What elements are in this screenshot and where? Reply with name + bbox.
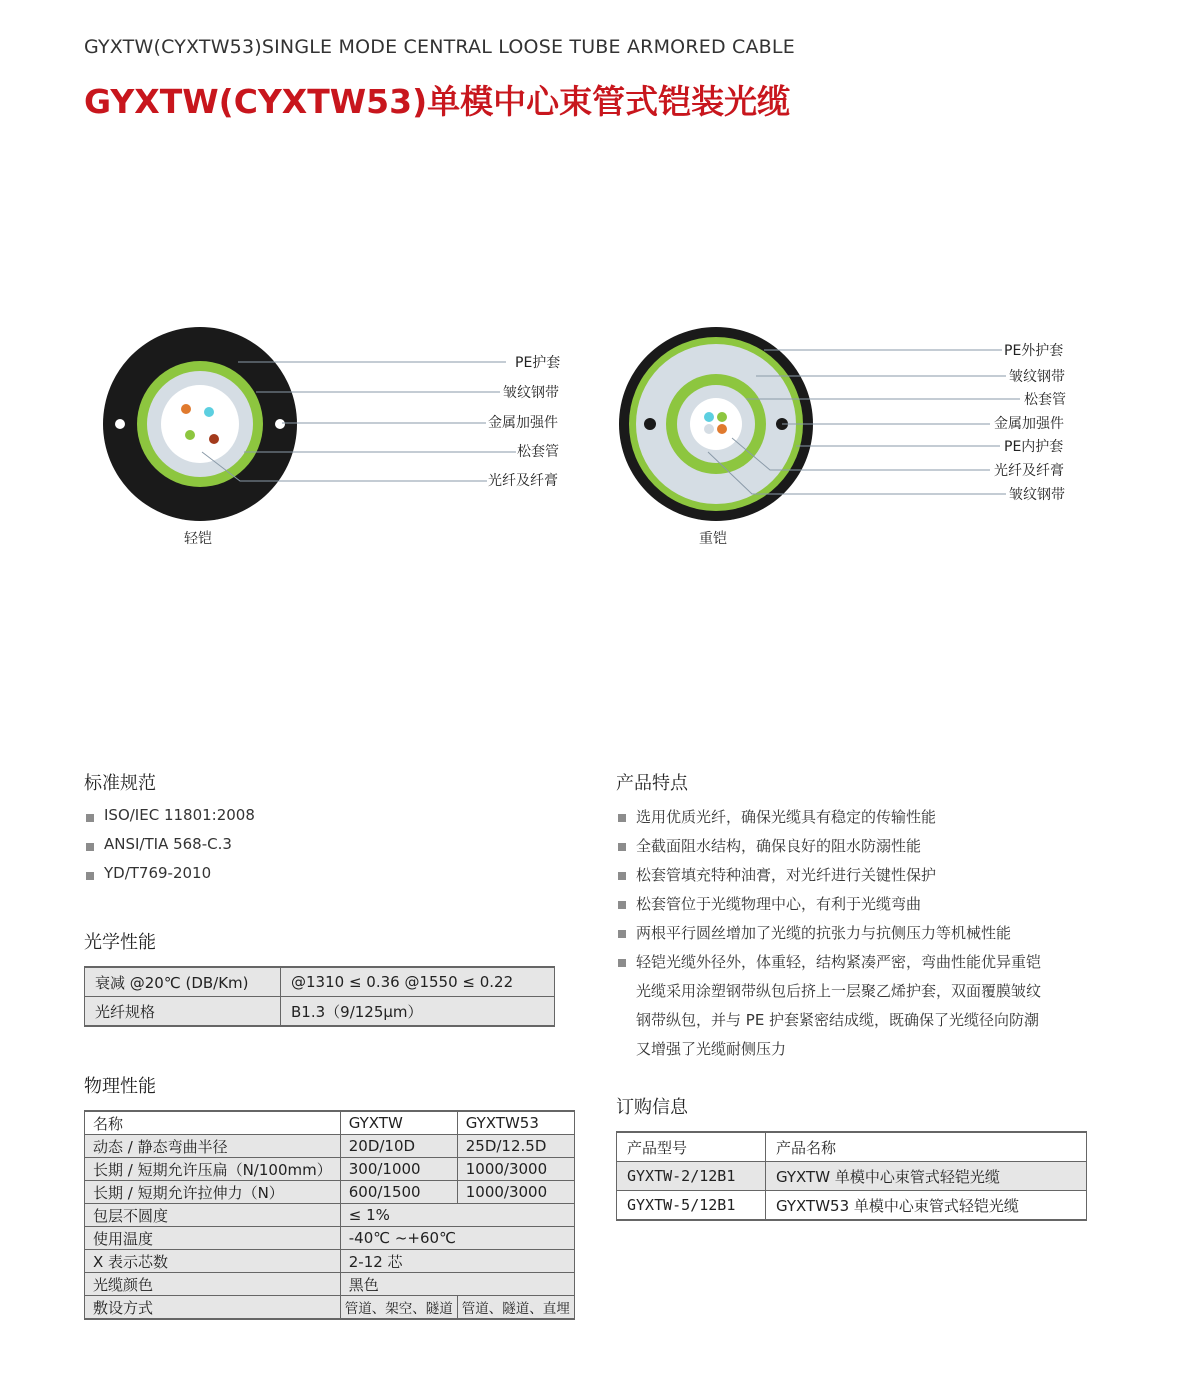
table-cell: ≤ 1% <box>340 1204 574 1227</box>
table-cell: 2-12 芯 <box>340 1250 574 1273</box>
table-cell: 1000/3000 <box>457 1158 574 1181</box>
feature-item-line: 又增强了光缆耐侧压力 <box>636 1040 787 1058</box>
fiber-grey <box>704 424 714 434</box>
feature-item: 松套管位于光缆物理中心，有利于光缆弯曲 <box>616 893 1096 922</box>
table-header-row <box>85 1111 575 1135</box>
standard-item: YD/T769-2010 <box>84 864 255 893</box>
optical-table <box>84 966 555 1027</box>
table-cell: 管道、隧道、直埋 <box>457 1296 574 1320</box>
feature-item-line: 钢带纵包，并与 PE 护套紧密结成缆，既确保了光缆径向防潮 <box>636 1011 1040 1029</box>
table-cell: @1310 ≤ 0.36 @1550 ≤ 0.22 <box>281 967 555 997</box>
table-cell: 25D/12.5D <box>457 1135 574 1158</box>
table-cell: 光纤规格 <box>85 997 281 1027</box>
table-header-cell: GYXTW <box>340 1111 457 1135</box>
table-cell: -40℃ ~+60℃ <box>340 1227 574 1250</box>
table-cell: GYXTW 单模中心束管式轻铠光缆 <box>766 1162 1087 1191</box>
table-cell: 1000/3000 <box>457 1181 574 1204</box>
ordering-table <box>616 1131 1087 1221</box>
table-row <box>85 967 555 997</box>
heavy-label-3: 金属加强件 <box>994 416 1064 432</box>
subtitle-en: GYXTW(CYXTW53)SINGLE MODE CENTRAL LOOSE TUBE ARMORED CABLE <box>84 36 795 58</box>
table-header-cell: 名称 <box>85 1111 341 1135</box>
feature-item <box>616 951 1096 1058</box>
features-title: 产品特点 <box>616 773 688 794</box>
table-cell: 动态 / 静态弯曲半径 <box>85 1135 341 1158</box>
heavy-label-1: 皱纹钢带 <box>1009 369 1065 385</box>
feature-item: 两根平行圆丝增加了光缆的抗张力与抗侧压力等机械性能 <box>616 922 1096 951</box>
table-cell: 光缆颜色 <box>85 1273 341 1296</box>
table-cell: 衰减 @20℃ (DB/Km) <box>85 967 281 997</box>
table-cell: GYXTW-5/12B1 <box>617 1191 766 1221</box>
table-header-cell: 产品型号 <box>617 1132 766 1162</box>
table-row <box>85 1135 575 1158</box>
feature-item-line: 轻铠光缆外径外，体重轻，结构紧凑严密，弯曲性能优异重铠 <box>636 953 1042 971</box>
table-row <box>85 1181 575 1204</box>
feature-item: 选用优质光纤，确保光缆具有稳定的传输性能 <box>616 806 1096 835</box>
table-cell: X 表示芯数 <box>85 1250 341 1273</box>
page-title: GYXTW(CYXTW53)单模中心束管式铠装光缆 <box>84 82 791 121</box>
table-cell: GYXTW53 单模中心束管式轻铠光缆 <box>766 1191 1087 1221</box>
table-row <box>85 1204 575 1227</box>
light-armored-diagram <box>103 327 560 547</box>
heavy-label-0: PE外护套 <box>1004 343 1064 359</box>
standards-list <box>84 806 255 893</box>
heavy-armored-diagram <box>619 327 1066 547</box>
table-cell: 管道、架空、隧道 <box>340 1296 457 1320</box>
table-cell: 20D/10D <box>340 1135 457 1158</box>
heavy-label-5: 光纤及纤膏 <box>994 463 1064 479</box>
heavy-label-6: 皱纹钢带 <box>1009 487 1065 503</box>
strength-member-left <box>644 418 656 430</box>
light-label-4: 光纤及纤膏 <box>488 473 558 489</box>
strength-member-left <box>115 419 125 429</box>
table-cell: 300/1000 <box>340 1158 457 1181</box>
fiber-core <box>690 398 742 450</box>
table-row <box>85 1250 575 1273</box>
optical-title: 光学性能 <box>84 932 156 953</box>
heavy-label-2: 松套管 <box>1024 392 1066 408</box>
table-cell: 长期 / 短期允许拉伸力（N） <box>85 1181 341 1204</box>
heavy-caption: 重铠 <box>699 531 727 547</box>
table-row <box>85 1227 575 1250</box>
features-list <box>616 806 1096 1058</box>
light-label-3: 松套管 <box>517 444 559 460</box>
fiber-cyan <box>704 412 714 422</box>
standard-item: ANSI/TIA 568-C.3 <box>84 835 255 864</box>
table-header-row <box>617 1132 1087 1162</box>
table-cell: 包层不圆度 <box>85 1204 341 1227</box>
table-header-cell: 产品名称 <box>766 1132 1087 1162</box>
table-row <box>617 1162 1087 1191</box>
table-cell: 长期 / 短期允许压扁（N/100mm） <box>85 1158 341 1181</box>
table-cell: 敷设方式 <box>85 1296 341 1320</box>
fiber-cyan <box>204 407 214 417</box>
feature-item: 松套管填充特种油膏，对光纤进行关键性保护 <box>616 864 1096 893</box>
physical-table <box>84 1110 575 1320</box>
ordering-title: 订购信息 <box>616 1097 688 1118</box>
table-cell: B1.3（9/125μm） <box>281 997 555 1027</box>
table-cell: GYXTW-2/12B1 <box>617 1162 766 1191</box>
table-header-cell: GYXTW53 <box>457 1111 574 1135</box>
feature-item: 全截面阻水结构，确保良好的阻水防溺性能 <box>616 835 1096 864</box>
table-row <box>85 1273 575 1296</box>
table-row <box>85 1158 575 1181</box>
strength-member-right <box>275 419 285 429</box>
table-cell: 600/1500 <box>340 1181 457 1204</box>
fiber-brown <box>209 434 219 444</box>
fiber-orange <box>717 424 727 434</box>
fiber-green <box>717 412 727 422</box>
light-label-0: PE护套 <box>515 355 561 371</box>
standard-item: ISO/IEC 11801:2008 <box>84 806 255 835</box>
table-cell: 黑色 <box>340 1273 574 1296</box>
light-label-2: 金属加强件 <box>488 415 558 431</box>
heavy-label-4: PE内护套 <box>1004 439 1064 455</box>
feature-item-line: 光缆采用涂塑钢带纵包后挤上一层聚乙烯护套，双面覆膜皱纹 <box>636 982 1042 1000</box>
cable-cross-section-diagrams <box>0 320 1200 560</box>
table-cell: 使用温度 <box>85 1227 341 1250</box>
physical-title: 物理性能 <box>84 1076 156 1097</box>
table-row <box>85 997 555 1027</box>
table-row <box>617 1191 1087 1221</box>
light-label-1: 皱纹钢带 <box>503 385 559 401</box>
fiber-core <box>161 385 239 463</box>
fiber-orange <box>181 404 191 414</box>
fiber-green <box>185 430 195 440</box>
standards-title: 标准规范 <box>84 773 156 794</box>
table-row <box>85 1296 575 1320</box>
light-caption: 轻铠 <box>184 531 212 547</box>
